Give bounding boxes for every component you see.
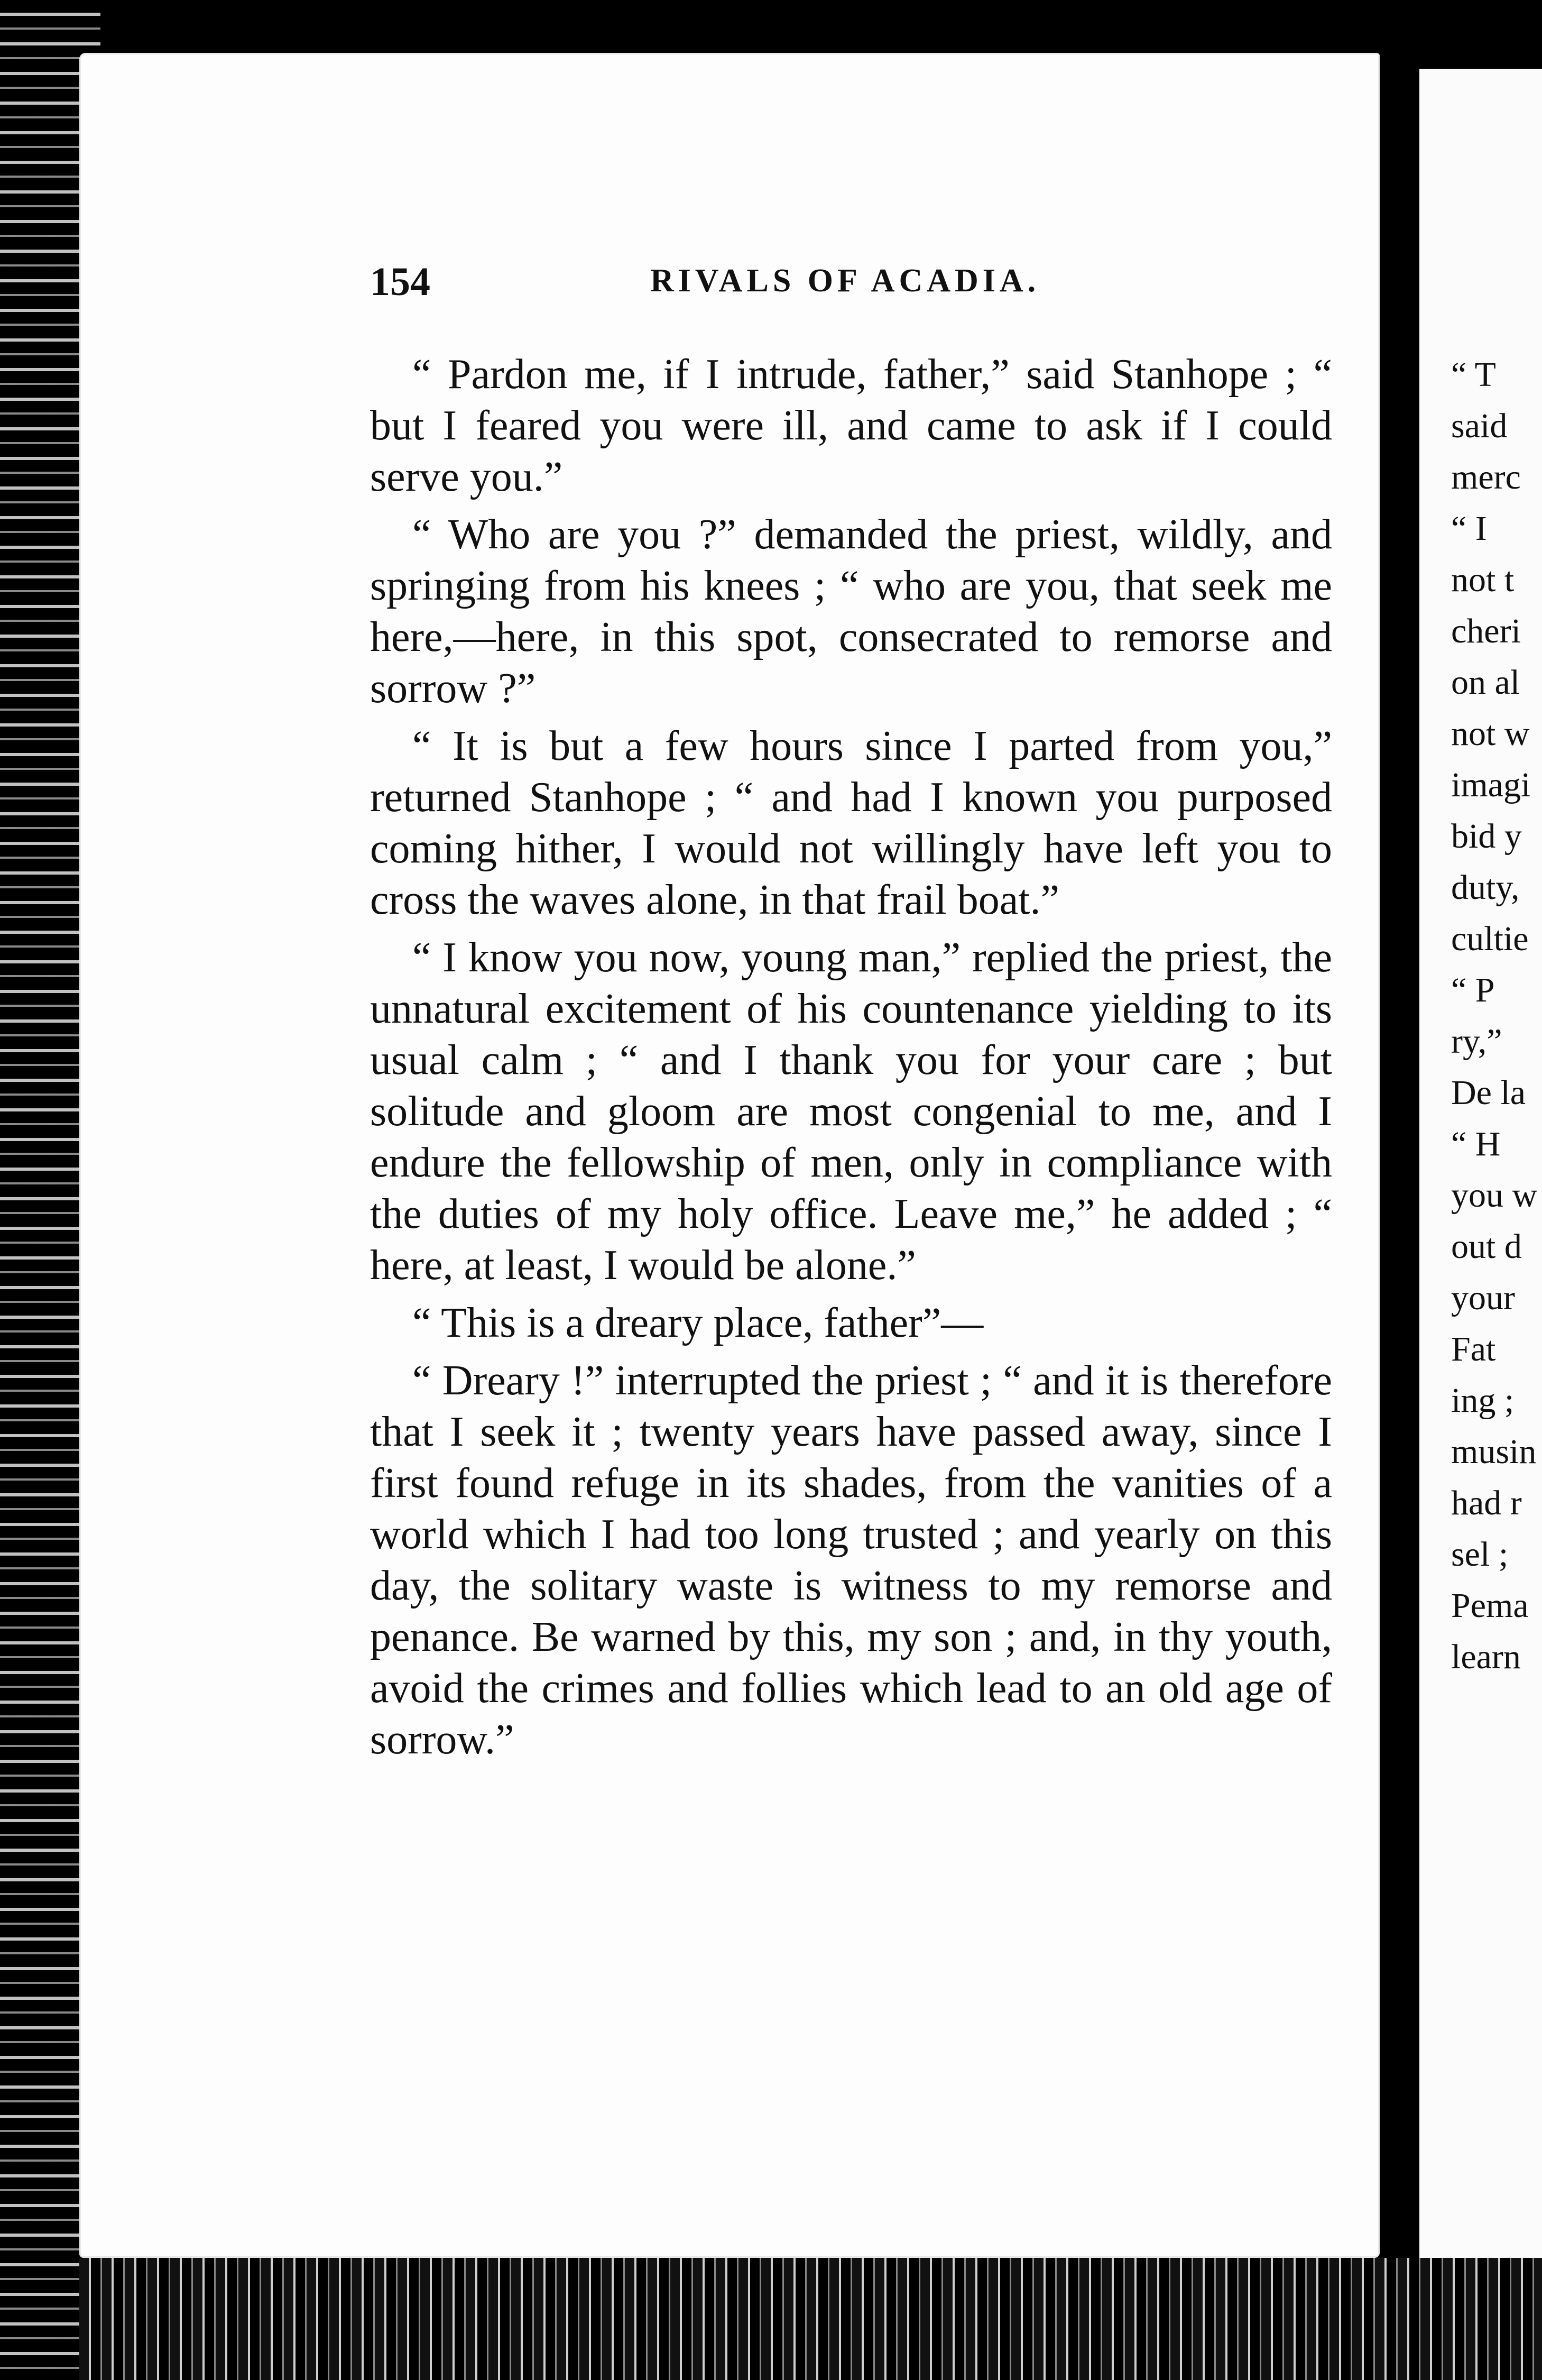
facing-line: said — [1451, 407, 1508, 445]
facing-line: “ I — [1451, 509, 1487, 548]
facing-line: musin — [1451, 1432, 1537, 1471]
facing-page-partial — [1419, 69, 1542, 2258]
facing-line: ry,” — [1451, 1022, 1502, 1061]
facing-line: “ H — [1451, 1125, 1501, 1163]
facing-line: on al — [1451, 663, 1520, 702]
facing-line: learn — [1451, 1638, 1521, 1676]
paragraph: “ Who are you ?” demanded the priest, wildly, and springing from his knees ; “ who are you, that seek me here,—here, in this spot, consecrated to remorse and sorrow ?” — [370, 511, 1332, 712]
facing-line: De la — [1451, 1073, 1526, 1112]
scanned-page-edge-bottom — [79, 2258, 1542, 2380]
facing-line: your — [1451, 1279, 1515, 1317]
page-body-text — [370, 349, 1332, 1772]
facing-line: duty, — [1451, 868, 1520, 907]
facing-line: ing ; — [1451, 1381, 1515, 1420]
facing-line: merc — [1451, 458, 1521, 497]
facing-line: Fat — [1451, 1330, 1496, 1368]
paragraph: “ Dreary !” interrupted the priest ; “ and it is therefore that I seek it ; twenty years have passed away, since I first found refuge in its shades, from the vanities of a world which I had too long trusted ; and yearly on this day, the solitary waste is witness to my remorse and penance. Be warned by this, my son ; and, in thy youth, avoid the crimes and follies which lead to an old age of sorrow.” — [370, 1357, 1332, 1763]
facing-line: out d — [1451, 1227, 1522, 1266]
paragraph: “ Pardon me, if I intrude, father,” said Stanhope ; “ but I feared you were ill, and came to ask if I could serve you.” — [370, 351, 1332, 500]
running-head — [370, 259, 1448, 312]
facing-line: cheri — [1451, 612, 1521, 650]
paragraph: “ It is but a few hours since I parted from you,” returned Stanhope ; “ and had I known you purposed coming hither, I would not willingly have left you to cross the waves alone, in that frail boat.” — [370, 723, 1332, 923]
facing-line: you w — [1451, 1176, 1538, 1215]
book-gutter — [1380, 0, 1419, 2380]
facing-line: not w — [1451, 714, 1530, 753]
running-title: RIVALS OF ACADIA. — [650, 263, 1040, 299]
facing-line: not t — [1451, 560, 1515, 599]
facing-page-text — [1451, 349, 1542, 1683]
facing-line: sel ; — [1451, 1535, 1509, 1574]
facing-line: had r — [1451, 1484, 1522, 1522]
page-number: 154 — [370, 260, 430, 304]
facing-line: Pema — [1451, 1586, 1529, 1625]
facing-line: “ T — [1451, 355, 1496, 394]
facing-line: bid y — [1451, 817, 1522, 856]
facing-line: imagi — [1451, 766, 1531, 804]
paragraph: “ This is a dreary place, father”— — [412, 1300, 984, 1346]
facing-line: cultiе — [1451, 920, 1529, 958]
facing-line: “ P — [1451, 971, 1495, 1009]
paragraph: “ I know you now, young man,” replied the priest, the unnatural excitement of his countenance yielding to its usual calm ; “ and I thank you for your care ; but solitude and gloom are most congenial to me, and I endure the fellowship of men, only in compliance with the duties of my holy office. Leave me,” he added ; “ here, at least, I would be alone.” — [370, 934, 1332, 1289]
